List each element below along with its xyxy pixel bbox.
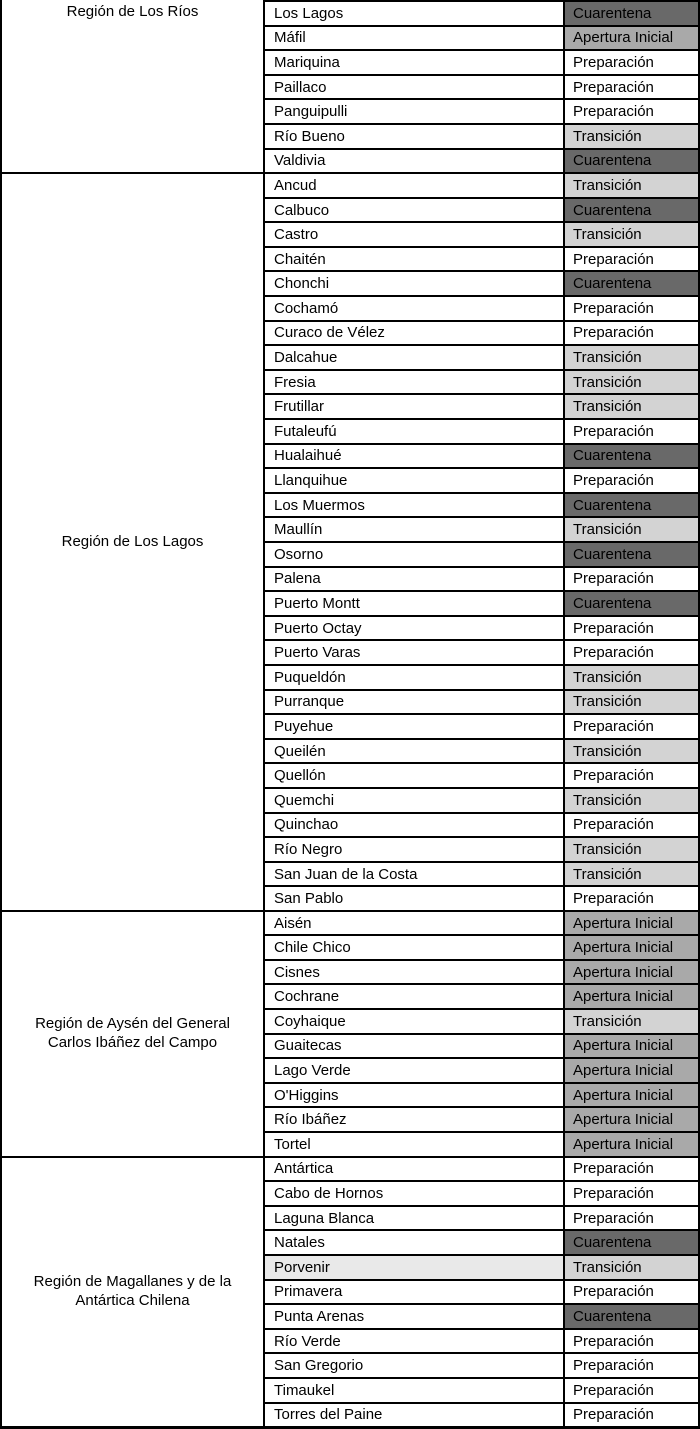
- table-row: [265, 1057, 698, 1082]
- table-row: [265, 1254, 698, 1279]
- table-row: [265, 369, 698, 394]
- commune-name-cell: Quellón: [265, 764, 563, 787]
- table-row: [265, 1303, 698, 1328]
- status-cell: Cuarentena: [563, 150, 698, 173]
- region-label: Región de Magallanes y de la Antártica Chilena: [2, 1158, 265, 1426]
- status-cell: Transición: [563, 125, 698, 148]
- commune-name-cell: San Juan de la Costa: [265, 863, 563, 886]
- status-cell: Transición: [563, 371, 698, 394]
- region-label: Región de Los Lagos: [2, 174, 265, 910]
- commune-name-cell: Río Ibáñez: [265, 1108, 563, 1131]
- commune-list: [265, 912, 698, 1156]
- commune-name-cell: Cochamó: [265, 297, 563, 320]
- commune-name-cell: Llanquihue: [265, 469, 563, 492]
- commune-name-cell: Palena: [265, 568, 563, 591]
- commune-name-cell: Osorno: [265, 543, 563, 566]
- status-cell: Transición: [563, 691, 698, 714]
- commune-name-cell: Quemchi: [265, 789, 563, 812]
- status-cell: Preparación: [563, 76, 698, 99]
- status-cell: Transición: [563, 395, 698, 418]
- table-row: [265, 713, 698, 738]
- commune-list: [265, 0, 698, 172]
- table-row: [265, 541, 698, 566]
- status-cell: Transición: [563, 789, 698, 812]
- table-row: [265, 270, 698, 295]
- table-row: [265, 492, 698, 517]
- status-cell: Preparación: [563, 420, 698, 443]
- commune-name-cell: Chonchi: [265, 272, 563, 295]
- commune-name-cell: Maullín: [265, 518, 563, 541]
- commune-name-cell: San Gregorio: [265, 1354, 563, 1377]
- commune-name-cell: Laguna Blanca: [265, 1207, 563, 1230]
- commune-name-cell: Lago Verde: [265, 1059, 563, 1082]
- table-row: [265, 983, 698, 1008]
- commune-list: [265, 1158, 698, 1426]
- status-cell: Transición: [563, 666, 698, 689]
- commune-name-cell: Punta Arenas: [265, 1305, 563, 1328]
- status-cell: Transición: [563, 223, 698, 246]
- status-cell: Preparación: [563, 1354, 698, 1377]
- table-row: [265, 812, 698, 837]
- status-cell: Preparación: [563, 764, 698, 787]
- commune-name-cell: Hualaihué: [265, 445, 563, 468]
- status-cell: Apertura Inicial: [563, 985, 698, 1008]
- region-label: Región de Los Ríos: [2, 0, 265, 172]
- status-cell: Preparación: [563, 100, 698, 123]
- table-row: [265, 934, 698, 959]
- status-cell: Apertura Inicial: [563, 1108, 698, 1131]
- table-row: [265, 1279, 698, 1304]
- commune-name-cell: Natales: [265, 1231, 563, 1254]
- commune-name-cell: Primavera: [265, 1281, 563, 1304]
- status-cell: Preparación: [563, 1158, 698, 1181]
- region-group: [2, 1158, 698, 1426]
- status-cell: Apertura Inicial: [563, 961, 698, 984]
- commune-name-cell: Panguipulli: [265, 100, 563, 123]
- commune-name-cell: Torres del Paine: [265, 1404, 563, 1427]
- commune-name-cell: Puerto Montt: [265, 592, 563, 615]
- commune-name-cell: Guaitecas: [265, 1035, 563, 1058]
- status-cell: Preparación: [563, 297, 698, 320]
- table-row: [265, 2, 698, 25]
- status-cell: Preparación: [563, 1207, 698, 1230]
- status-cell: Preparación: [563, 1182, 698, 1205]
- commune-name-cell: Curaco de Vélez: [265, 322, 563, 345]
- status-cell: Preparación: [563, 469, 698, 492]
- table-row: [265, 787, 698, 812]
- status-cell: Transición: [563, 174, 698, 197]
- commune-name-cell: Cabo de Hornos: [265, 1182, 563, 1205]
- commune-name-cell: Río Verde: [265, 1330, 563, 1353]
- commune-list: [265, 174, 698, 910]
- commune-name-cell: Queilén: [265, 740, 563, 763]
- commune-name-cell: Puerto Varas: [265, 641, 563, 664]
- status-cell: Preparación: [563, 568, 698, 591]
- commune-name-cell: Frutillar: [265, 395, 563, 418]
- table-row: [265, 590, 698, 615]
- status-cell: Transición: [563, 1256, 698, 1279]
- commune-name-cell: Puqueldón: [265, 666, 563, 689]
- status-cell: Apertura Inicial: [563, 1059, 698, 1082]
- table-row: [265, 566, 698, 591]
- commune-name-cell: O'Higgins: [265, 1084, 563, 1107]
- table-row: [265, 516, 698, 541]
- status-cell: Transición: [563, 740, 698, 763]
- commune-name-cell: Puyehue: [265, 715, 563, 738]
- table-row: [265, 1328, 698, 1353]
- commune-name-cell: Calbuco: [265, 199, 563, 222]
- table-row: [265, 1180, 698, 1205]
- table-row: [265, 1082, 698, 1107]
- table-row: [265, 148, 698, 173]
- table-row: [265, 1131, 698, 1156]
- commune-name-cell: Chaitén: [265, 248, 563, 271]
- table-row: [265, 1402, 698, 1427]
- table-row: [265, 320, 698, 345]
- table-row: [265, 861, 698, 886]
- table-row: [265, 74, 698, 99]
- status-cell: Apertura Inicial: [563, 936, 698, 959]
- status-cell: Cuarentena: [563, 1231, 698, 1254]
- status-cell: Cuarentena: [563, 592, 698, 615]
- table-row: [265, 1229, 698, 1254]
- table-row: [265, 418, 698, 443]
- table-row: [265, 912, 698, 935]
- commune-name-cell: Futaleufú: [265, 420, 563, 443]
- table-row: [265, 25, 698, 50]
- status-cell: Apertura Inicial: [563, 1084, 698, 1107]
- commune-name-cell: Castro: [265, 223, 563, 246]
- table-row: [265, 615, 698, 640]
- commune-name-cell: Chile Chico: [265, 936, 563, 959]
- table-row: [265, 295, 698, 320]
- status-cell: Preparación: [563, 617, 698, 640]
- status-cell: Transición: [563, 1010, 698, 1033]
- table-row: [265, 246, 698, 271]
- table-row: [265, 664, 698, 689]
- table-row: [265, 221, 698, 246]
- commune-name-cell: Tortel: [265, 1133, 563, 1156]
- table-row: [265, 197, 698, 222]
- status-cell: Preparación: [563, 1379, 698, 1402]
- commune-name-cell: Coyhaique: [265, 1010, 563, 1033]
- commune-name-cell: Cochrane: [265, 985, 563, 1008]
- status-cell: Preparación: [563, 51, 698, 74]
- commune-name-cell: Máfil: [265, 27, 563, 50]
- region-label: Región de Aysén del General Carlos Ibáñez del Campo: [2, 912, 265, 1156]
- commune-name-cell: Antártica: [265, 1158, 563, 1181]
- commune-name-cell: Los Muermos: [265, 494, 563, 517]
- commune-name-cell: Puerto Octay: [265, 617, 563, 640]
- status-cell: Preparación: [563, 641, 698, 664]
- table-row: [265, 836, 698, 861]
- status-cell: Apertura Inicial: [563, 27, 698, 50]
- table-row: [265, 123, 698, 148]
- status-cell: Cuarentena: [563, 445, 698, 468]
- table-row: [265, 762, 698, 787]
- table-row: [265, 49, 698, 74]
- region-group: [2, 0, 698, 174]
- region-group: [2, 174, 698, 912]
- commune-name-cell: Mariquina: [265, 51, 563, 74]
- status-cell: Apertura Inicial: [563, 1133, 698, 1156]
- table-row: [265, 98, 698, 123]
- status-cell: Transición: [563, 838, 698, 861]
- commune-name-cell: Aisén: [265, 912, 563, 935]
- status-cell: Preparación: [563, 887, 698, 910]
- commune-name-cell: Los Lagos: [265, 2, 563, 25]
- status-cell: Preparación: [563, 248, 698, 271]
- status-cell: Transición: [563, 863, 698, 886]
- table-row: [265, 959, 698, 984]
- commune-name-cell: Purranque: [265, 691, 563, 714]
- table-row: [265, 689, 698, 714]
- commune-name-cell: Timaukel: [265, 1379, 563, 1402]
- table-row: [265, 443, 698, 468]
- status-cell: Preparación: [563, 322, 698, 345]
- status-cell: Transición: [563, 346, 698, 369]
- status-cell: Apertura Inicial: [563, 1035, 698, 1058]
- table-row: [265, 344, 698, 369]
- commune-name-cell: Ancud: [265, 174, 563, 197]
- status-cell: Cuarentena: [563, 199, 698, 222]
- commune-name-cell: Valdivia: [265, 150, 563, 173]
- commune-name-cell: Río Bueno: [265, 125, 563, 148]
- table-row: [265, 1106, 698, 1131]
- table-row: [265, 1352, 698, 1377]
- commune-name-cell: Fresia: [265, 371, 563, 394]
- table-row: [265, 738, 698, 763]
- status-cell: Preparación: [563, 715, 698, 738]
- table-row: [265, 1008, 698, 1033]
- status-cell: Cuarentena: [563, 2, 698, 25]
- table-row: [265, 1033, 698, 1058]
- table-row: [265, 467, 698, 492]
- status-cell: Transición: [563, 518, 698, 541]
- status-cell: Cuarentena: [563, 494, 698, 517]
- status-cell: Preparación: [563, 814, 698, 837]
- commune-name-cell: Cisnes: [265, 961, 563, 984]
- table-row: [265, 1377, 698, 1402]
- table-row: [265, 1205, 698, 1230]
- table-row: [265, 174, 698, 197]
- status-cell: Preparación: [563, 1281, 698, 1304]
- table-row: [265, 393, 698, 418]
- status-cell: Preparación: [563, 1404, 698, 1427]
- commune-name-cell: Dalcahue: [265, 346, 563, 369]
- commune-name-cell: Porvenir: [265, 1256, 563, 1279]
- status-cell: Cuarentena: [563, 543, 698, 566]
- commune-name-cell: Paillaco: [265, 76, 563, 99]
- status-cell: Cuarentena: [563, 272, 698, 295]
- status-cell: Apertura Inicial: [563, 912, 698, 935]
- commune-name-cell: Quinchao: [265, 814, 563, 837]
- commune-name-cell: Río Negro: [265, 838, 563, 861]
- status-cell: Preparación: [563, 1330, 698, 1353]
- table-row: [265, 885, 698, 910]
- commune-name-cell: San Pablo: [265, 887, 563, 910]
- table-row: [265, 1158, 698, 1181]
- region-group: [2, 912, 698, 1158]
- status-cell: Cuarentena: [563, 1305, 698, 1328]
- table-row: [265, 639, 698, 664]
